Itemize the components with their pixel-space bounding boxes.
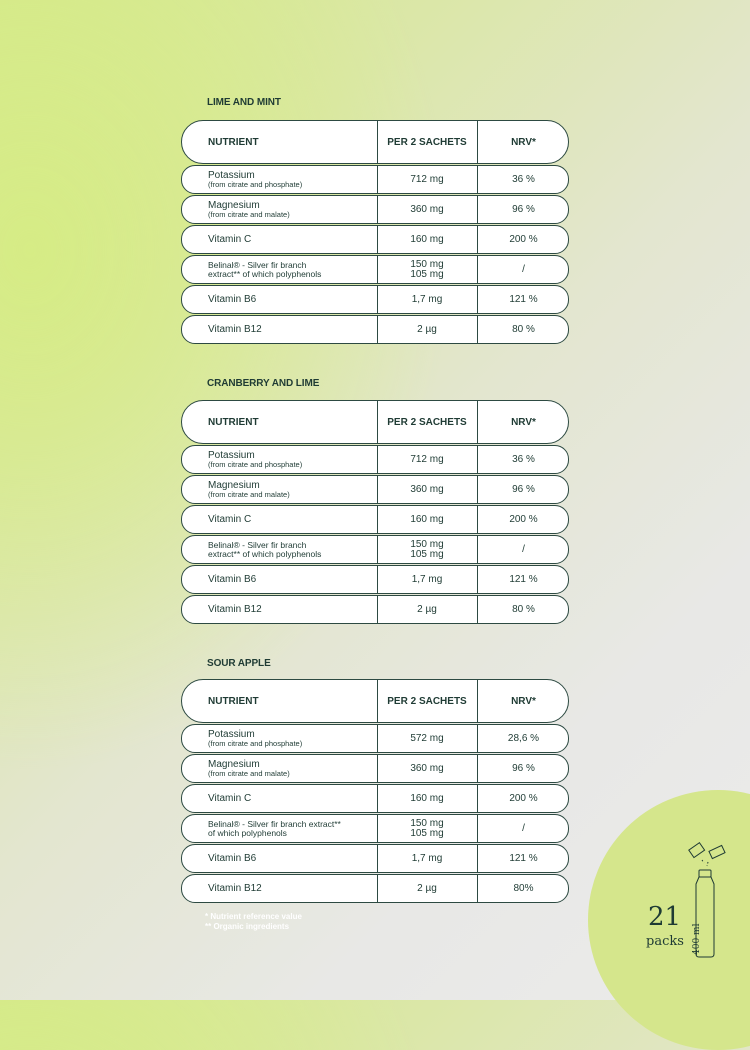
header-nutrient: NUTRIENT [208, 136, 259, 148]
table-row [181, 505, 569, 534]
nutrient-name: Vitamin C [208, 234, 252, 245]
nutrient-name: Magnesium [208, 759, 260, 770]
amount-polyphenols: 105 mg [410, 548, 444, 560]
nutrient-name: Vitamin B12 [208, 883, 262, 894]
table-row [181, 475, 569, 504]
nutrient-name: Belinal® - Silver fir branch [208, 539, 307, 550]
table-row [181, 315, 569, 344]
table-row [181, 535, 569, 564]
table-row [181, 565, 569, 594]
nrv: 200 % [509, 234, 538, 245]
header-per-2-sachets: PER 2 SACHETS [387, 695, 467, 707]
table-row [181, 595, 569, 624]
nrv: 121 % [509, 574, 538, 585]
nutrient-source: (from citrate and phosphate) [208, 180, 303, 189]
amount: 1,7 mg [411, 852, 443, 864]
header-nrv: NRV* [511, 136, 536, 148]
header-nrv: NRV* [511, 416, 536, 428]
nutrient-name: Vitamin B12 [208, 324, 262, 335]
header-per-2-sachets: PER 2 SACHETS [387, 416, 467, 428]
amount: 1,7 mg [411, 293, 443, 305]
table-row [181, 814, 569, 843]
nrv: 80% [513, 883, 534, 894]
amount: 2 µg [417, 323, 437, 335]
section-title-sour-apple: SOUR APPLE [207, 658, 271, 669]
table-header [181, 400, 569, 444]
nrv: 96 % [512, 204, 535, 215]
amount: 572 mg [410, 732, 444, 744]
table-row [181, 195, 569, 224]
nrv: 80 % [512, 604, 535, 615]
table-row [181, 285, 569, 314]
footnote-nrv: * Nutrient reference value [205, 912, 302, 921]
table-row [181, 255, 569, 284]
table-row [181, 844, 569, 873]
section-title-cranberry-lime: CRANBERRY AND LIME [207, 378, 320, 389]
header-nutrient: NUTRIENT [208, 416, 259, 428]
amount: 160 mg [410, 233, 444, 245]
nutrient-source: (from citrate and malate) [208, 210, 290, 219]
amount: 712 mg [410, 453, 444, 465]
nrv: 200 % [509, 514, 538, 525]
nutrient-name: Potassium [208, 170, 255, 181]
table-row [181, 165, 569, 194]
nrv: / [522, 264, 525, 275]
nutrient-name: Belinal® - Silver fir branch [208, 259, 307, 270]
packs-count: 21 [648, 902, 682, 932]
nutrient-name: Vitamin C [208, 514, 252, 525]
nutrient-name: Vitamin B6 [208, 574, 257, 585]
nutrient-source: extract** of which polyphenols [208, 268, 322, 279]
amount: 360 mg [410, 762, 444, 774]
footnotes [205, 912, 302, 932]
table-row [181, 754, 569, 783]
amount: 712 mg [410, 173, 444, 185]
amount: 2 µg [417, 603, 437, 615]
bottle-volume: 400 ml [692, 923, 702, 955]
nutrient-source: (from citrate and malate) [208, 769, 290, 778]
nutrient-name: Potassium [208, 450, 255, 461]
nutrient-name: Belinal® - Silver fir branch extract** [208, 818, 341, 829]
nrv: 121 % [509, 294, 538, 305]
nrv: 80 % [512, 324, 535, 335]
table-header [181, 679, 569, 723]
table-header [181, 120, 569, 164]
nrv: / [522, 823, 525, 834]
nutrient-name: Vitamin C [208, 793, 252, 804]
header-nrv: NRV* [511, 695, 536, 707]
nutrient-source: extract** of which polyphenols [208, 548, 322, 559]
nrv: 121 % [509, 853, 538, 864]
nrv: 36 % [512, 174, 535, 185]
nrv: / [522, 544, 525, 555]
nutrient-source: (from citrate and malate) [208, 490, 290, 499]
amount: 160 mg [410, 513, 444, 525]
amount: 360 mg [410, 203, 444, 215]
nutrient-source: (from citrate and phosphate) [208, 460, 303, 469]
table-row [181, 445, 569, 474]
amount-polyphenols: 105 mg [410, 268, 444, 280]
nutrient-name: Magnesium [208, 200, 260, 211]
nrv: 28,6 % [507, 733, 540, 744]
amount: 150 mg [410, 817, 444, 829]
amount: 2 µg [417, 882, 437, 894]
nrv: 200 % [509, 793, 538, 804]
amount: 150 mg [410, 538, 444, 550]
nutrient-source: (from citrate and phosphate) [208, 739, 303, 748]
header-nutrient: NUTRIENT [208, 695, 259, 707]
nrv: 36 % [512, 454, 535, 465]
nutrient-source: of which polyphenols [208, 827, 287, 838]
nrv: 96 % [512, 763, 535, 774]
amount: 160 mg [410, 792, 444, 804]
packs-label: packs [646, 934, 684, 949]
nutrient-name: Potassium [208, 729, 255, 740]
nrv: 96 % [512, 484, 535, 495]
nutrient-name: Vitamin B6 [208, 853, 257, 864]
section-title-lime-mint: LIME AND MINT [207, 97, 281, 108]
nutrient-name: Magnesium [208, 480, 260, 491]
amount: 360 mg [410, 483, 444, 495]
nutrient-name: Vitamin B12 [208, 604, 262, 615]
table-row [181, 225, 569, 254]
amount: 1,7 mg [411, 573, 443, 585]
table-row [181, 724, 569, 753]
table-row [181, 874, 569, 903]
nutrient-name: Vitamin B6 [208, 294, 257, 305]
table-row [181, 784, 569, 813]
amount-polyphenols: 105 mg [410, 827, 444, 839]
footnote-organic: ** Organic ingredients [205, 922, 290, 931]
amount: 150 mg [410, 258, 444, 270]
header-per-2-sachets: PER 2 SACHETS [387, 136, 467, 148]
